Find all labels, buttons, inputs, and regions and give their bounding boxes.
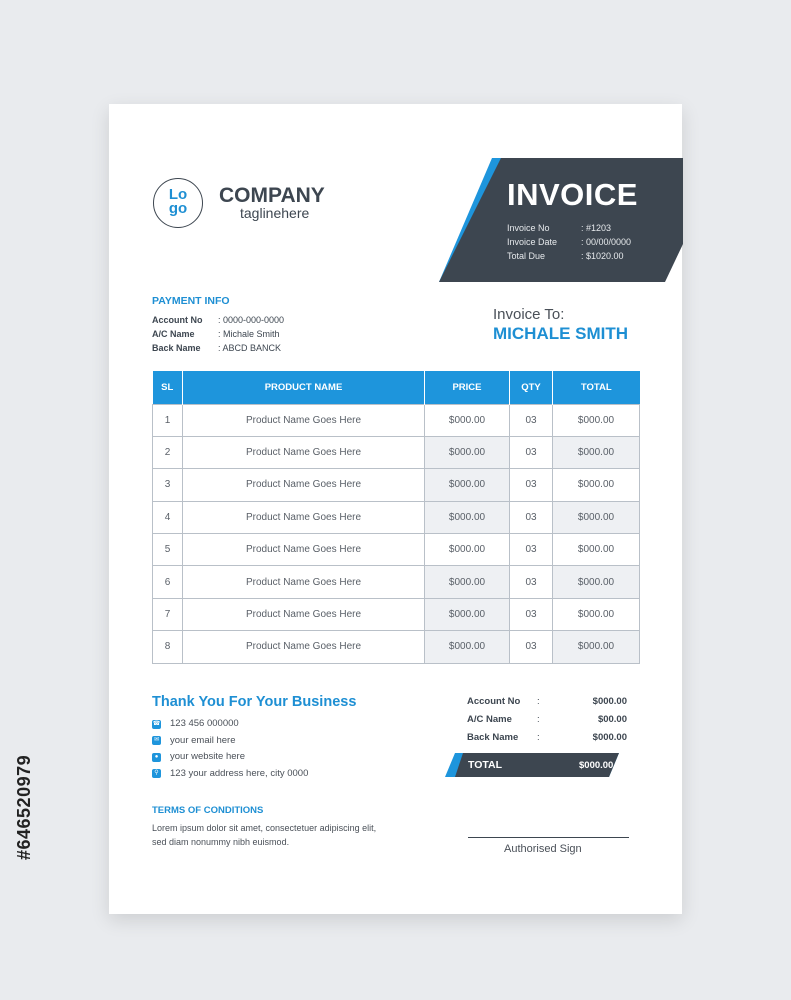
total-due-row: [507, 249, 631, 263]
table-row: [153, 436, 640, 468]
cell-product-name: Product Name Goes Here: [183, 469, 425, 501]
cell-sl: 5: [153, 534, 183, 566]
contact-text: your email here: [170, 734, 236, 746]
terms-title: TERMS OF CONDITIONS: [152, 805, 264, 816]
invoice-meta: [507, 221, 631, 263]
logo-line-2: go: [168, 200, 188, 217]
payment-label: A/C Name: [152, 329, 195, 339]
cell-product-name: Product Name Goes Here: [183, 534, 425, 566]
cell-product-name: Product Name Goes Here: [183, 631, 425, 663]
table-row: [153, 566, 640, 598]
cell-qty: 03: [510, 566, 553, 598]
summary-label: Back Name: [467, 732, 519, 743]
cell-total: $000.00: [553, 534, 640, 566]
payment-label: Account No: [152, 315, 203, 325]
cell-price: $000.00: [425, 631, 510, 663]
payment-value: : ABCD BANCK: [218, 343, 282, 353]
meta-label: Invoice No: [507, 223, 550, 233]
summary-label: Account No: [467, 696, 521, 707]
header-price: PRICE: [425, 371, 510, 404]
summary-colon: :: [537, 732, 540, 743]
invoice-date-row: [507, 235, 631, 249]
invoice-to-label: Invoice To:: [493, 306, 565, 323]
contact-text: your website here: [170, 751, 245, 762]
contact-text: 123 your address here, city 0000: [170, 767, 309, 779]
table-row: [153, 631, 640, 663]
cell-sl: 6: [153, 566, 183, 598]
company-name: COMPANY: [219, 184, 325, 207]
cell-qty: 03: [510, 404, 553, 436]
cell-qty: 03: [510, 436, 553, 468]
cell-sl: 1: [153, 404, 183, 436]
cell-price: $000.00: [425, 404, 510, 436]
globe-icon: ●: [152, 753, 161, 762]
meta-label: Invoice Date: [507, 237, 558, 247]
table-row: [153, 534, 640, 566]
cell-total: $000.00: [553, 598, 640, 630]
table-row: [153, 404, 640, 436]
company-logo: [153, 178, 203, 228]
payment-row: [152, 313, 284, 327]
cell-price: $000.00: [425, 436, 510, 468]
summary-colon: :: [537, 714, 540, 725]
cell-total: $000.00: [553, 566, 640, 598]
cell-qty: 03: [510, 598, 553, 630]
contact-address: [152, 766, 308, 783]
signature-line: [468, 837, 629, 838]
signature-label: Authorised Sign: [504, 843, 582, 855]
cell-product-name: Product Name Goes Here: [183, 598, 425, 630]
cell-total: $000.00: [553, 404, 640, 436]
cell-sl: 4: [153, 501, 183, 533]
cell-qty: 03: [510, 631, 553, 663]
payment-value: : Michale Smith: [218, 329, 280, 339]
contact-website: [152, 749, 308, 766]
terms-text: Lorem ipsum dolor sit amet, consectetuer adipiscing elit, sed diam nonummy nibh euismod.: [152, 823, 377, 847]
table-header-row: [153, 371, 640, 404]
payment-info-title: PAYMENT INFO: [152, 295, 230, 307]
cell-product-name: Product Name Goes Here: [183, 404, 425, 436]
payment-label: Back Name: [152, 343, 201, 353]
summary-value: $000.00: [592, 696, 627, 707]
thank-you-heading: Thank You For Your Business: [152, 694, 357, 710]
meta-value: : #1203: [581, 223, 612, 233]
contact-email: [152, 733, 308, 750]
summary-colon: :: [537, 696, 540, 707]
cell-total: $000.00: [553, 469, 640, 501]
cell-qty: 03: [510, 501, 553, 533]
table-row: [153, 469, 640, 501]
invoice-to-name: MICHALE SMITH: [493, 324, 629, 343]
meta-label: Total Due: [507, 251, 546, 261]
cell-price: $000.00: [425, 534, 510, 566]
company-tagline: taglinehere: [240, 205, 310, 221]
summary-row: [467, 729, 627, 747]
total-value: $000.00: [579, 760, 614, 771]
summary-row: [467, 693, 627, 711]
table-row: [153, 501, 640, 533]
meta-value: : $1020.00: [581, 251, 624, 261]
cell-price: $000.00: [425, 566, 510, 598]
cell-qty: 03: [510, 534, 553, 566]
summary-value: $000.00: [592, 732, 627, 743]
stock-id-text: #646520979: [14, 754, 34, 860]
cell-total: $000.00: [553, 631, 640, 663]
invoice-no-row: [507, 221, 631, 235]
cell-price: $000.00: [425, 598, 510, 630]
cell-product-name: Product Name Goes Here: [183, 566, 425, 598]
payment-row: [152, 341, 284, 355]
cell-price: $000.00: [425, 501, 510, 533]
summary-label: A/C Name: [467, 714, 512, 725]
contact-list: [152, 716, 308, 782]
header-total: TOTAL: [553, 371, 640, 404]
cell-sl: 8: [153, 631, 183, 663]
contact-text: 123 456 000000: [170, 718, 239, 729]
location-icon: ⚲: [152, 769, 161, 778]
cell-total: $000.00: [553, 501, 640, 533]
header-qty: QTY: [510, 371, 553, 404]
cell-sl: 7: [153, 598, 183, 630]
logo-line-1: Lo: [168, 186, 188, 203]
payment-info: [152, 313, 284, 355]
payment-row: [152, 327, 284, 341]
payment-value: : 0000-000-0000: [218, 315, 285, 325]
cell-sl: 3: [153, 469, 183, 501]
meta-value: : 00/00/0000: [581, 237, 632, 247]
cell-total: $000.00: [553, 436, 640, 468]
product-table: [152, 371, 640, 664]
cell-qty: 03: [510, 469, 553, 501]
summary-block: [467, 693, 627, 747]
summary-row: [467, 711, 627, 729]
email-icon: ✉: [153, 737, 160, 744]
header-product-name: PRODUCT NAME: [183, 371, 425, 404]
summary-value: $00.00: [597, 714, 627, 725]
cell-product-name: Product Name Goes Here: [183, 436, 425, 468]
contact-phone: [152, 716, 308, 733]
total-label: TOTAL: [468, 759, 503, 771]
cell-price: $000.00: [425, 469, 510, 501]
phone-icon: ☎: [152, 720, 161, 727]
cell-sl: 2: [153, 436, 183, 468]
invoice-sheet: [109, 104, 682, 914]
table-row: [153, 598, 640, 630]
invoice-title: INVOICE: [507, 177, 638, 212]
header-sl: SL: [153, 371, 183, 404]
cell-product-name: Product Name Goes Here: [183, 501, 425, 533]
